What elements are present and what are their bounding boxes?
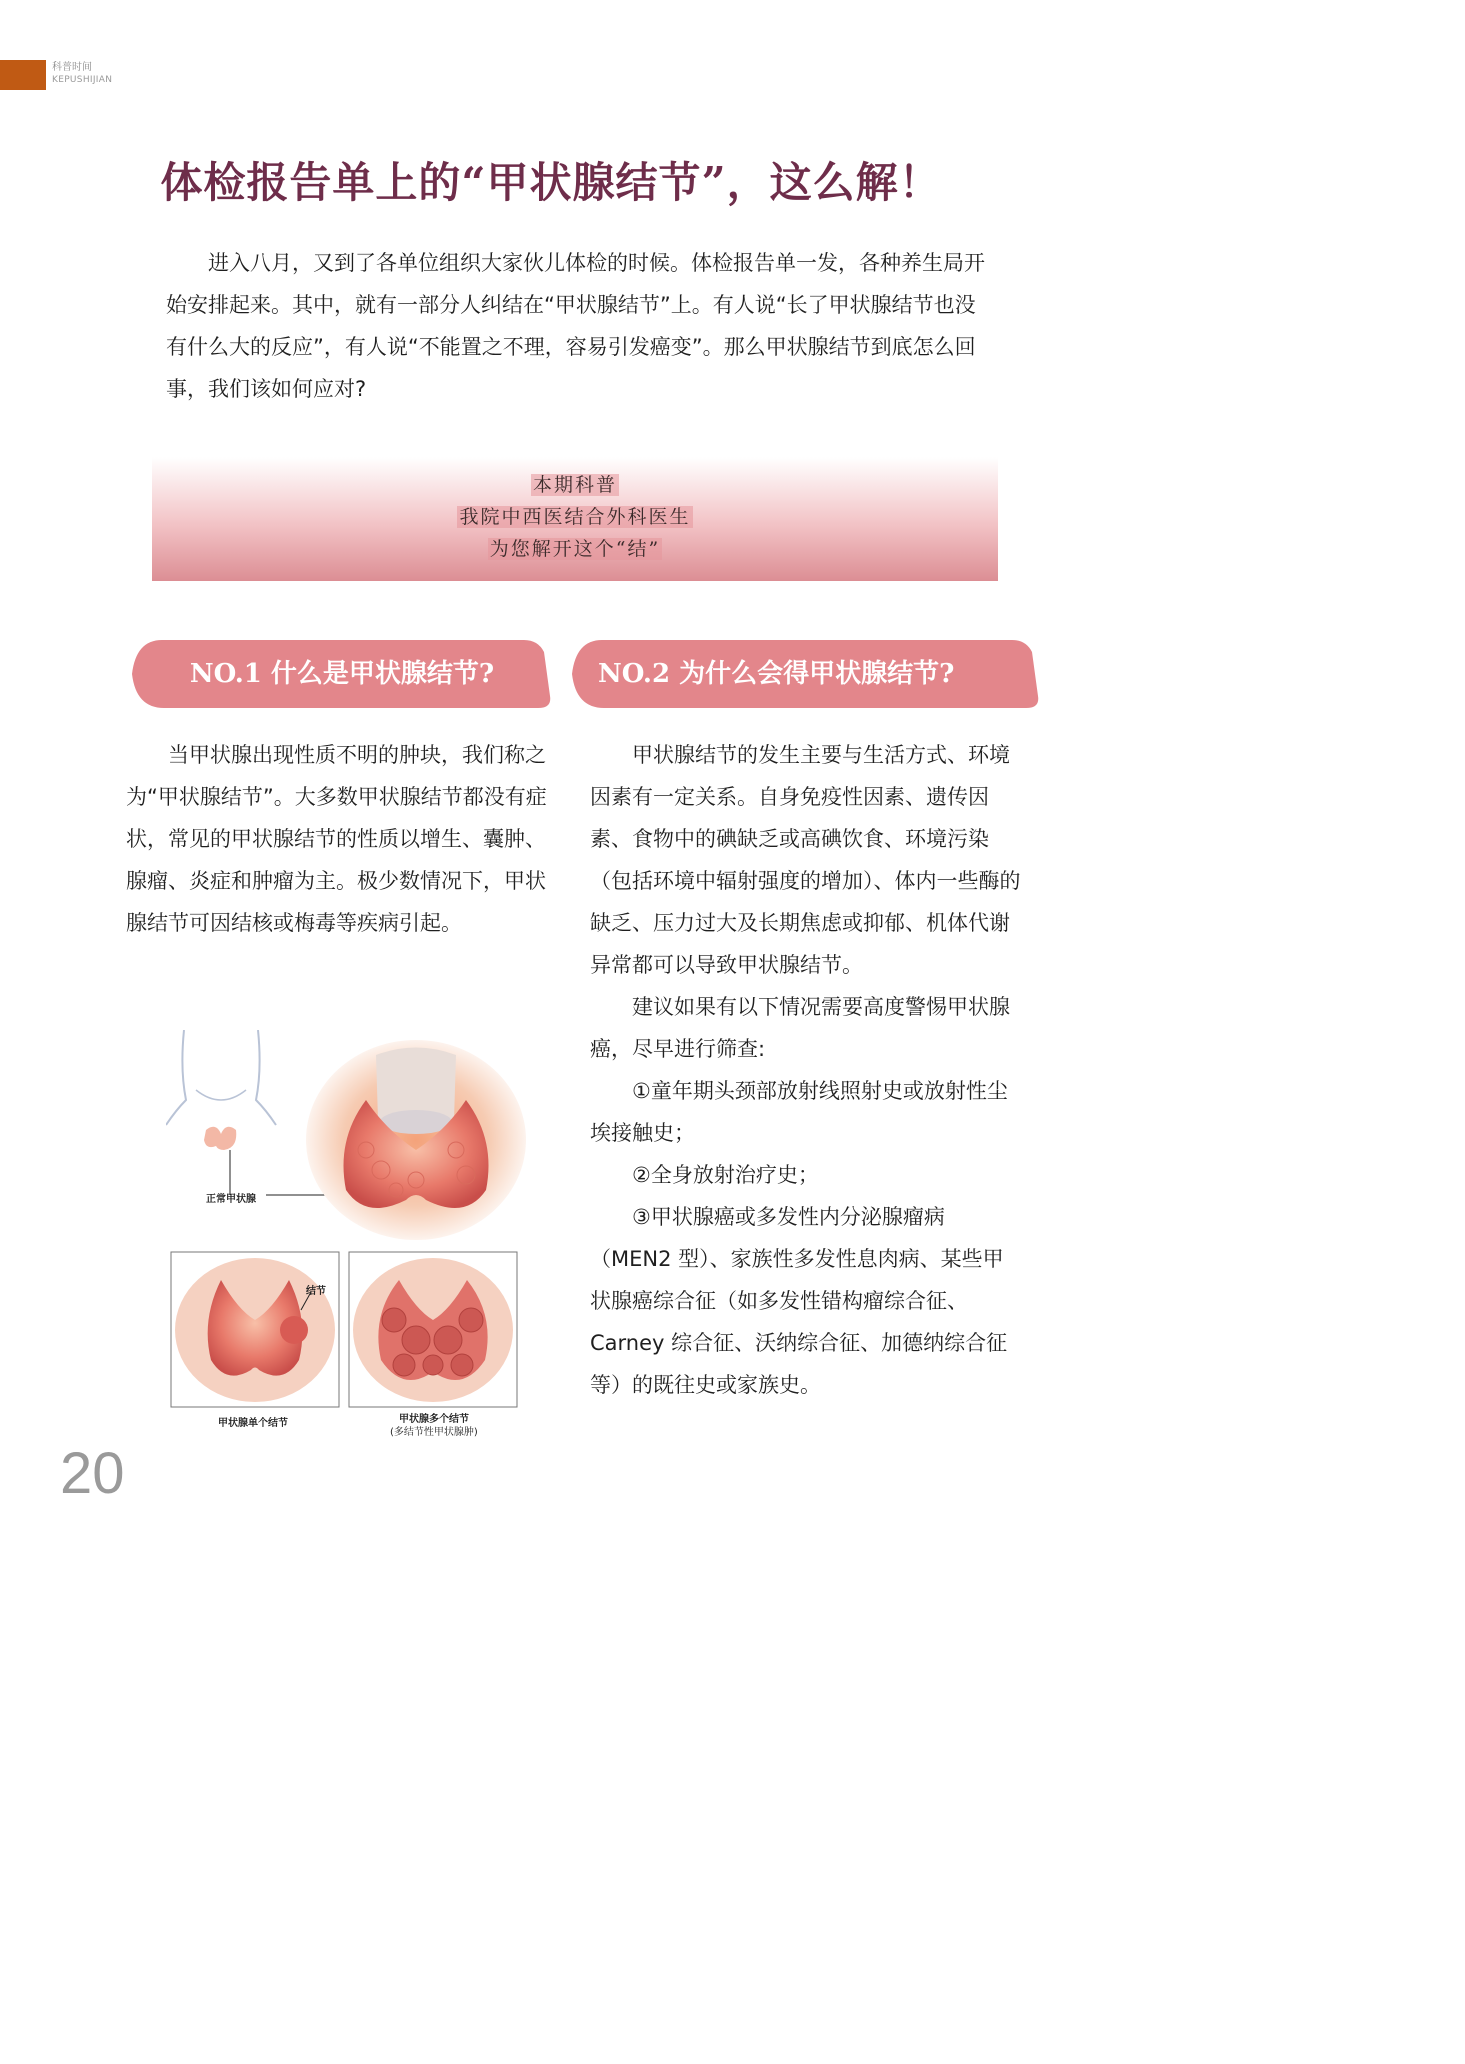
column-2 [590,734,1024,1406]
section-2-heading [572,640,1040,708]
label-normal-thyroid: 正常甲状腺 [206,1194,256,1205]
label-multiple-nodules-sub: (多结节性甲状腺肿) [390,1427,478,1438]
banner-line-1: 本期科普 [532,474,617,496]
label-multiple-nodules: 甲状腺多个结节 [399,1414,469,1425]
section-name-en: KEPUSHIJIAN [52,75,113,85]
col2-paragraph-1: 甲状腺结节的发生主要与生活方式、环境因素有一定关系。自身免疫性因素、遗传因素、食物中的碘缺乏或高碘饮食、环境污染（包括环境中辐射强度的增加）、体内一些酶的缺乏、压力过大及长期焦虑或抑郁、机体代谢异常都可以导致甲状腺结节。 [590,743,1021,977]
article-title: 体检报告单上的“甲状腺结节”，这么解！ [160,158,942,207]
section-2-title: NO.2 为什么会得甲状腺结节? [598,659,955,689]
col2-paragraph-4: ②全身放射治疗史； [632,1163,819,1187]
banner-text [152,469,998,565]
label-single-nodule: 甲状腺单个结节 [218,1418,288,1429]
label-nodule: 结节 [306,1286,326,1297]
col2-paragraph-2: 建议如果有以下情况需要高度警惕甲状腺癌，尽早进行筛查: [590,995,1010,1061]
section-1-heading [132,640,552,708]
intro-paragraph [166,242,996,410]
banner-line-3: 为您解开这个“结” [489,538,661,560]
banner-line-2: 我院中西医结合外科医生 [459,506,691,528]
section-marker [0,60,46,90]
section-name-cn: 科普时间 [52,62,92,73]
section-1-title: NO.1 什么是甲状腺结节? [189,659,495,689]
thyroid-illustration-graphic [166,1030,526,1440]
col1-paragraph-1: 当甲状腺出现性质不明的肿块，我们称之为“甲状腺结节”。大多数甲状腺结节都没有症状，常见的甲状腺结节的性质以增生、囊肿、腺瘤、炎症和肿瘤为主。极少数情况下，甲状腺结节可因结核或梅毒等疾病引起。 [126,743,547,935]
column-1 [126,734,560,944]
intro-text: 进入八月，又到了各单位组织大家伙儿体检的时候。体检报告单一发，各种养生局开始安排起来。其中，就有一部分人纠结在“甲状腺结节”上。有人说“长了甲状腺结节也没有什么大的反应”，有人说“不能置之不理，容易引发癌变”。那么甲状腺结节到底怎么回事，我们该如何应对? [166,251,985,401]
thyroid-illustration [166,1030,526,1440]
col2-paragraph-3: ①童年期头颈部放射线照射史或放射性尘埃接触史； [590,1079,1008,1145]
feature-banner [152,457,998,581]
page-number: 20 [60,1441,125,1506]
col2-paragraph-5: ③甲状腺癌或多发性内分泌腺瘤病（MEN2 型）、家族性多发性息肉病、某些甲状腺癌综合征（如多发性错构瘤综合征、Carney 综合征、沃纳综合征、加德纳综合征等）的既往史或家族史。 [590,1205,1008,1397]
